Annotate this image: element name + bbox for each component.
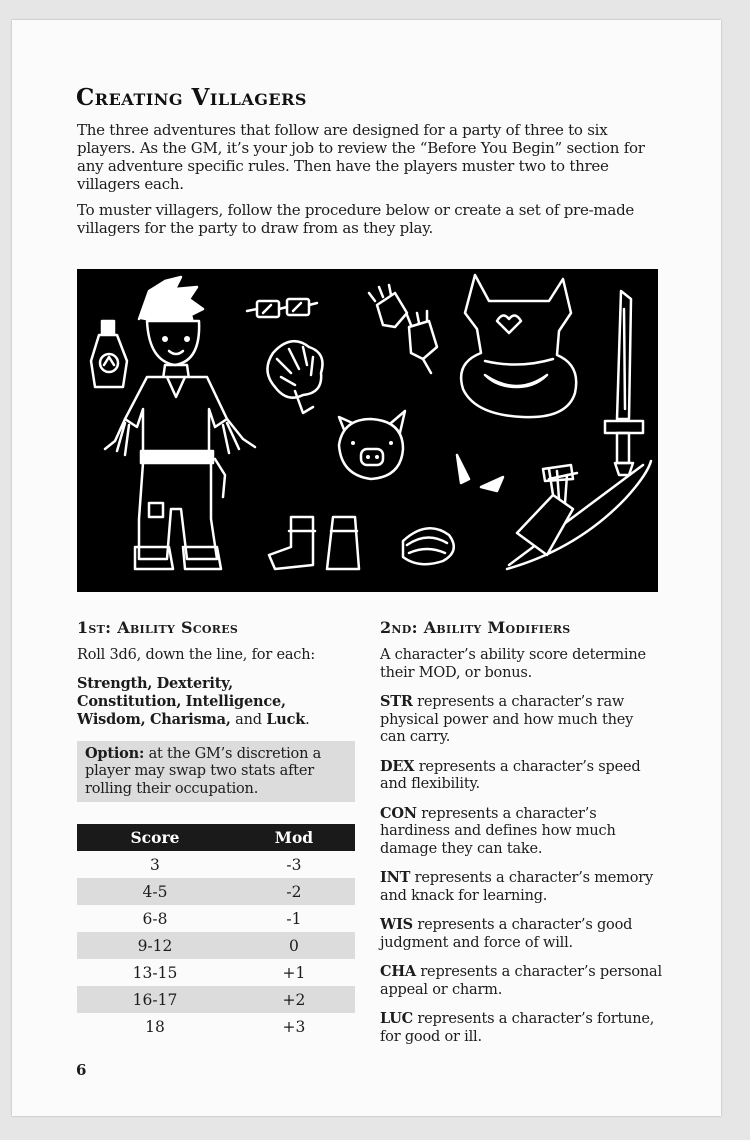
table-row xyxy=(77,1013,355,1040)
definition-text: represents a character’s memory and knack for learning. xyxy=(380,870,653,904)
option-label: Option: xyxy=(85,744,145,762)
intro-text xyxy=(77,121,661,245)
boots-icon xyxy=(269,517,359,569)
mod-cell: +1 xyxy=(282,963,306,982)
definition-abbr: INT xyxy=(380,869,411,886)
ability-intelligence: Intelligence, xyxy=(185,692,286,710)
ability-luck: Luck xyxy=(266,710,306,728)
table-row xyxy=(77,959,355,986)
sword-icon xyxy=(605,291,643,475)
definition-wis xyxy=(380,916,662,952)
option-sidebar xyxy=(77,741,355,803)
option-text: at the GM’s discretion a player may swap two stats after rolling their occupation. xyxy=(85,745,322,797)
intro-paragraph-1: The three adventures that follow are designed for a party of three to six players. As the GM, it’s your job to review the “Before You Begin” section for any adventure specific rules. Then have the players muster two to three villagers each. xyxy=(77,121,645,193)
potion-bottle-icon xyxy=(91,321,127,387)
score-cell: 13-15 xyxy=(132,963,178,982)
definition-str xyxy=(380,693,662,747)
apron-icon xyxy=(461,275,576,417)
definition-text: represents a character’s fortune, for good or ill. xyxy=(380,1011,655,1045)
score-cell: 3 xyxy=(150,855,160,874)
score-cell: 6-8 xyxy=(142,909,168,928)
page-title: Creating Villagers xyxy=(76,84,307,111)
score-modifier-table xyxy=(77,824,355,1040)
table-header-score: Score xyxy=(77,824,233,851)
mod-cell: +3 xyxy=(282,1017,306,1036)
page-number: 6 xyxy=(76,1061,87,1079)
ability-charisma: Charisma, xyxy=(149,710,231,728)
ability-scores-heading: 1st: Ability Scores xyxy=(77,618,239,637)
definition-luc xyxy=(380,1010,662,1046)
book-page xyxy=(12,20,721,1116)
table-row xyxy=(77,878,355,905)
villager-gear-illustration xyxy=(77,269,658,592)
definition-int xyxy=(380,869,662,905)
definition-text: represents a character’s personal appeal or charm. xyxy=(380,964,662,998)
definition-text: represents a character’s hardiness and defines how much damage they can take. xyxy=(380,805,616,857)
food-pie-icon xyxy=(403,528,454,564)
table-row xyxy=(77,851,355,878)
definition-dex xyxy=(380,758,662,794)
definition-abbr: WIS xyxy=(380,916,413,933)
definition-text: represents a character’s raw physical power and how much they can carry. xyxy=(380,694,634,745)
ability-dexterity: Dexterity, xyxy=(156,674,233,692)
table-header-mod: Mod xyxy=(233,824,355,851)
hair-wig-icon xyxy=(267,341,322,413)
mod-cell: 0 xyxy=(233,932,355,959)
definition-abbr: STR xyxy=(380,693,413,710)
definition-abbr: CHA xyxy=(380,963,416,980)
gloves-icon xyxy=(369,285,437,373)
ability-and: and xyxy=(235,711,262,728)
score-cell: 18 xyxy=(145,1017,165,1036)
arrowheads-icon xyxy=(457,455,503,491)
intro-paragraph-2: To muster villagers, follow the procedure below or create a set of pre-made villagers for the party to draw from as they play. xyxy=(77,201,635,237)
definition-abbr: CON xyxy=(380,804,417,822)
definition-cha xyxy=(380,963,662,999)
ability-strength: Strength, xyxy=(77,674,153,692)
definition-con xyxy=(380,805,662,859)
ability-wisdom: Wisdom, xyxy=(77,710,146,728)
mod-cell: -3 xyxy=(286,855,302,874)
table-header-row xyxy=(77,824,355,851)
definition-text: represents a character’s good judgment and force of will. xyxy=(380,917,633,951)
ability-scores-section xyxy=(77,618,355,1040)
ability-list: Strength, Dexterity, Constitution, Intelligence, Wisdom, Charisma, and Luck. xyxy=(77,674,310,728)
definition-abbr: DEX xyxy=(380,757,415,775)
villager-figure-icon xyxy=(105,277,255,569)
score-cell: 4-5 xyxy=(77,878,233,905)
score-cell: 16-17 xyxy=(77,986,233,1013)
ability-modifiers-section xyxy=(380,618,662,1057)
table-row xyxy=(77,932,355,959)
definition-abbr: LUC xyxy=(380,1010,413,1027)
mod-cell: -2 xyxy=(233,878,355,905)
glasses-icon xyxy=(247,299,317,317)
ability-modifiers-heading: 2nd: Ability Modifiers xyxy=(380,618,571,637)
score-cell: 9-12 xyxy=(77,932,233,959)
table-row xyxy=(77,986,355,1013)
mod-cell: +2 xyxy=(233,986,355,1013)
roll-instruction: Roll 3d6, down the line, for each: xyxy=(77,647,316,663)
definition-text: represents a character’s speed and flexibility. xyxy=(380,758,641,792)
mod-cell: -1 xyxy=(286,909,302,928)
modifiers-intro: A character’s ability score determine their MOD, or bonus. xyxy=(380,647,646,681)
table-row xyxy=(77,905,355,932)
ability-constitution: Constitution, xyxy=(77,692,182,710)
pig-mask-icon xyxy=(339,411,405,479)
bow-and-quiver-icon xyxy=(507,461,651,569)
